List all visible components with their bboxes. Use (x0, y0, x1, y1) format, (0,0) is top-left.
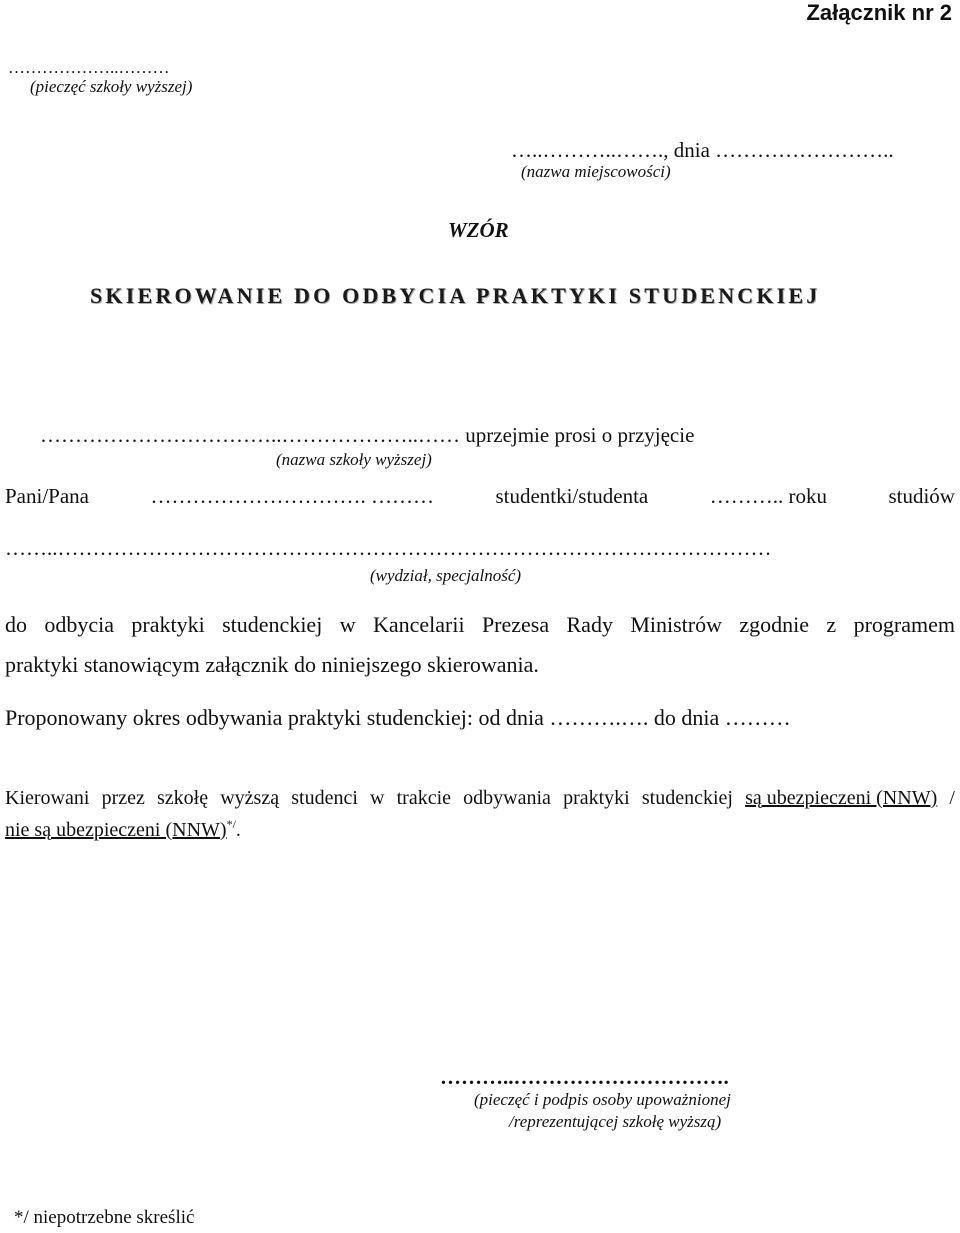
student-line (5, 484, 955, 509)
stamp-dots: ………………..……… (8, 58, 170, 77)
word: z (826, 612, 837, 637)
insured-option: są ubezpieczeni (NNW) (745, 787, 938, 809)
sentence-end: . (235, 819, 241, 841)
option-separator: / (949, 787, 955, 809)
word: programem (853, 612, 955, 637)
place-caption: (nazwa miejscowości) (521, 162, 671, 181)
paragraph-1-line-1 (5, 612, 955, 638)
word: szkołę (157, 787, 209, 809)
word: Kancelarii (372, 612, 465, 637)
word: trakcie (396, 787, 452, 809)
school-name-caption: (nazwa szkoły wyższej) (276, 450, 432, 469)
signature-caption-line-1: (pieczęć i podpis osoby upoważnionej (474, 1090, 731, 1109)
word: praktyki (563, 787, 630, 809)
word: wyższą (220, 787, 280, 809)
word: przez (101, 787, 145, 809)
studies-label: studiów (888, 484, 955, 508)
word: do (5, 612, 27, 637)
word: odbycia (44, 612, 115, 637)
place-date-line: …..………..……., dnia …………………….. (511, 138, 894, 162)
internship-period-line: Proponowany okres odbywania praktyki studenckiej: od dnia ……….…. do dnia ……… (5, 705, 791, 730)
word: w (339, 612, 356, 637)
word: praktyki (131, 612, 205, 637)
word: zgodnie (739, 612, 810, 637)
paragraph-1-line-2: praktyki stanowiącym załącznik do niniejszego skierowania. (5, 652, 539, 677)
student-name-dots: …………………………. ……… (150, 484, 434, 508)
stamp-caption: (pieczęć szkoły wyższej) (30, 77, 193, 96)
word: Rady (566, 612, 613, 637)
paragraph-3-line-2 (5, 817, 241, 842)
not-insured-option: nie są ubezpieczeni (NNW) (5, 819, 227, 841)
faculty-caption: (wydział, specjalność) (370, 566, 522, 585)
signature-dots: ………..…………………………. (440, 1065, 729, 1089)
footnote-marker: */ (226, 817, 236, 831)
word: Kierowani (5, 787, 90, 809)
year-dots: ……….. roku (709, 484, 827, 508)
school-name-line: ……………………………..………………..…… uprzejmie prosi o przyjęcie (40, 423, 695, 447)
faculty-line: ……..………………………………………………………………………………………… (5, 536, 772, 560)
word: studenci (291, 787, 358, 809)
word: studenckiej (222, 612, 323, 637)
paragraph-3-line-1 (5, 787, 955, 810)
pani-pana-label: Pani/Pana (5, 484, 89, 508)
document-title: SKIEROWANIE DO ODBYCIA PRAKTYKI STUDENCKIEJ (90, 283, 821, 308)
word: Ministrów (630, 612, 723, 637)
signature-caption-line-2: /reprezentującej szkołę wyższą) (509, 1112, 722, 1131)
word: odbywania (463, 787, 551, 809)
pattern-label: WZÓR (448, 218, 509, 242)
word: Prezesa (481, 612, 550, 637)
word: studenckiej (641, 787, 733, 809)
footnote: */ niepotrzebne skreślić (14, 1207, 195, 1228)
annex-label: Załącznik nr 2 (806, 0, 952, 25)
word: w (370, 787, 385, 809)
student-label: studentki/studenta (495, 484, 649, 508)
